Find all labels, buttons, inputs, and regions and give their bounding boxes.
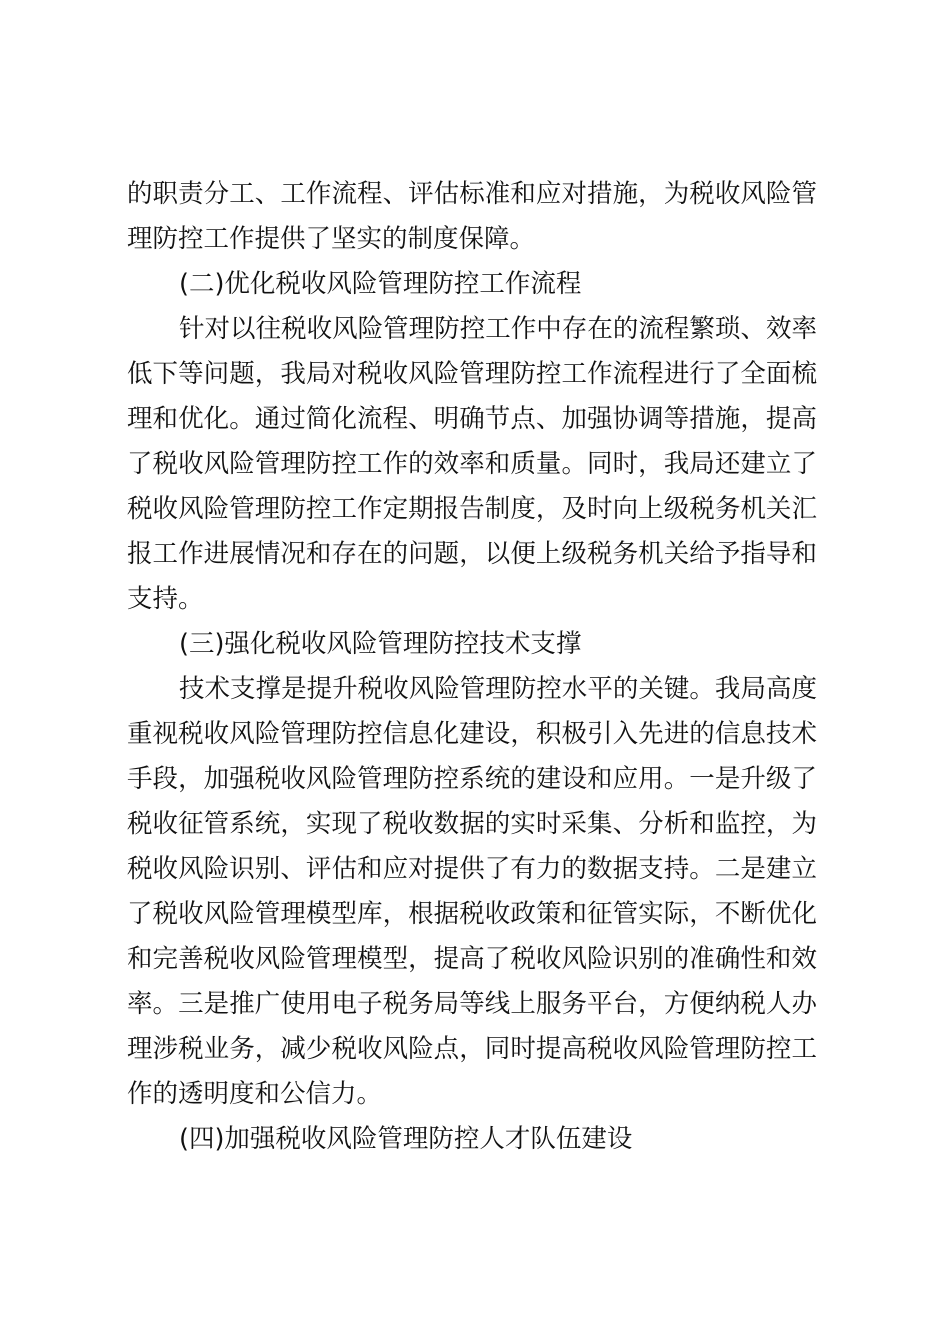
text-line: 重视税收风险管理防控信息化建设，积极引入先进的信息技术	[127, 719, 817, 749]
text-line: 理涉税业务，减少税收风险点，同时提高税收风险管理防控工	[127, 1034, 817, 1064]
section-heading	[127, 262, 817, 307]
text-line: 税收风险管理防控工作定期报告制度，及时向上级税务机关汇	[127, 494, 817, 524]
text-line: 了税收风险管理模型库，根据税收政策和征管实际，不断优化	[127, 899, 817, 929]
text-line: 手段，加强税收风险管理防控系统的建设和应用。一是升级了	[127, 764, 817, 794]
text-line: 了税收风险管理防控工作的效率和质量。同时，我局还建立了	[127, 449, 817, 479]
heading-text: (二)优化税收风险管理防控工作流程	[179, 269, 582, 299]
text-line: 税收风险识别、评估和应对提供了有力的数据支持。二是建立	[127, 854, 817, 884]
text-line: 税收征管系统，实现了税收数据的实时采集、分析和监控，为	[127, 809, 817, 839]
text-line: 作的透明度和公信力。	[127, 1079, 383, 1109]
text-line: 率。三是推广使用电子税务局等线上服务平台，方便纳税人办	[127, 989, 817, 1019]
heading-text: (三)强化税收风险管理防控技术支撑	[179, 629, 582, 659]
text-line: 和完善税收风险管理模型，提高了税收风险识别的准确性和效	[127, 944, 817, 974]
body-paragraph	[127, 667, 817, 1117]
section-heading	[127, 622, 817, 667]
text-line: 支持。	[127, 584, 204, 614]
document-body	[127, 172, 817, 1162]
text-line: 报工作进展情况和存在的问题，以便上级税务机关给予指导和	[127, 539, 817, 569]
text-line: 低下等问题，我局对税收风险管理防控工作流程进行了全面梳	[127, 359, 817, 389]
text-line: 技术支撑是提升税收风险管理防控水平的关键。我局高度	[179, 674, 817, 704]
heading-text: (四)加强税收风险管理防控人才队伍建设	[179, 1124, 633, 1154]
body-paragraph	[127, 307, 817, 622]
text-line: 的职责分工、工作流程、评估标准和应对措施，为税收风险管	[127, 179, 817, 209]
text-line: 针对以往税收风险管理防控工作中存在的流程繁琐、效率	[179, 314, 817, 344]
text-line: 理防控工作提供了坚实的制度保障。	[127, 224, 536, 254]
text-line: 理和优化。通过简化流程、明确节点、加强协调等措施，提高	[127, 404, 817, 434]
section-heading	[127, 1117, 817, 1162]
body-paragraph	[127, 172, 817, 262]
